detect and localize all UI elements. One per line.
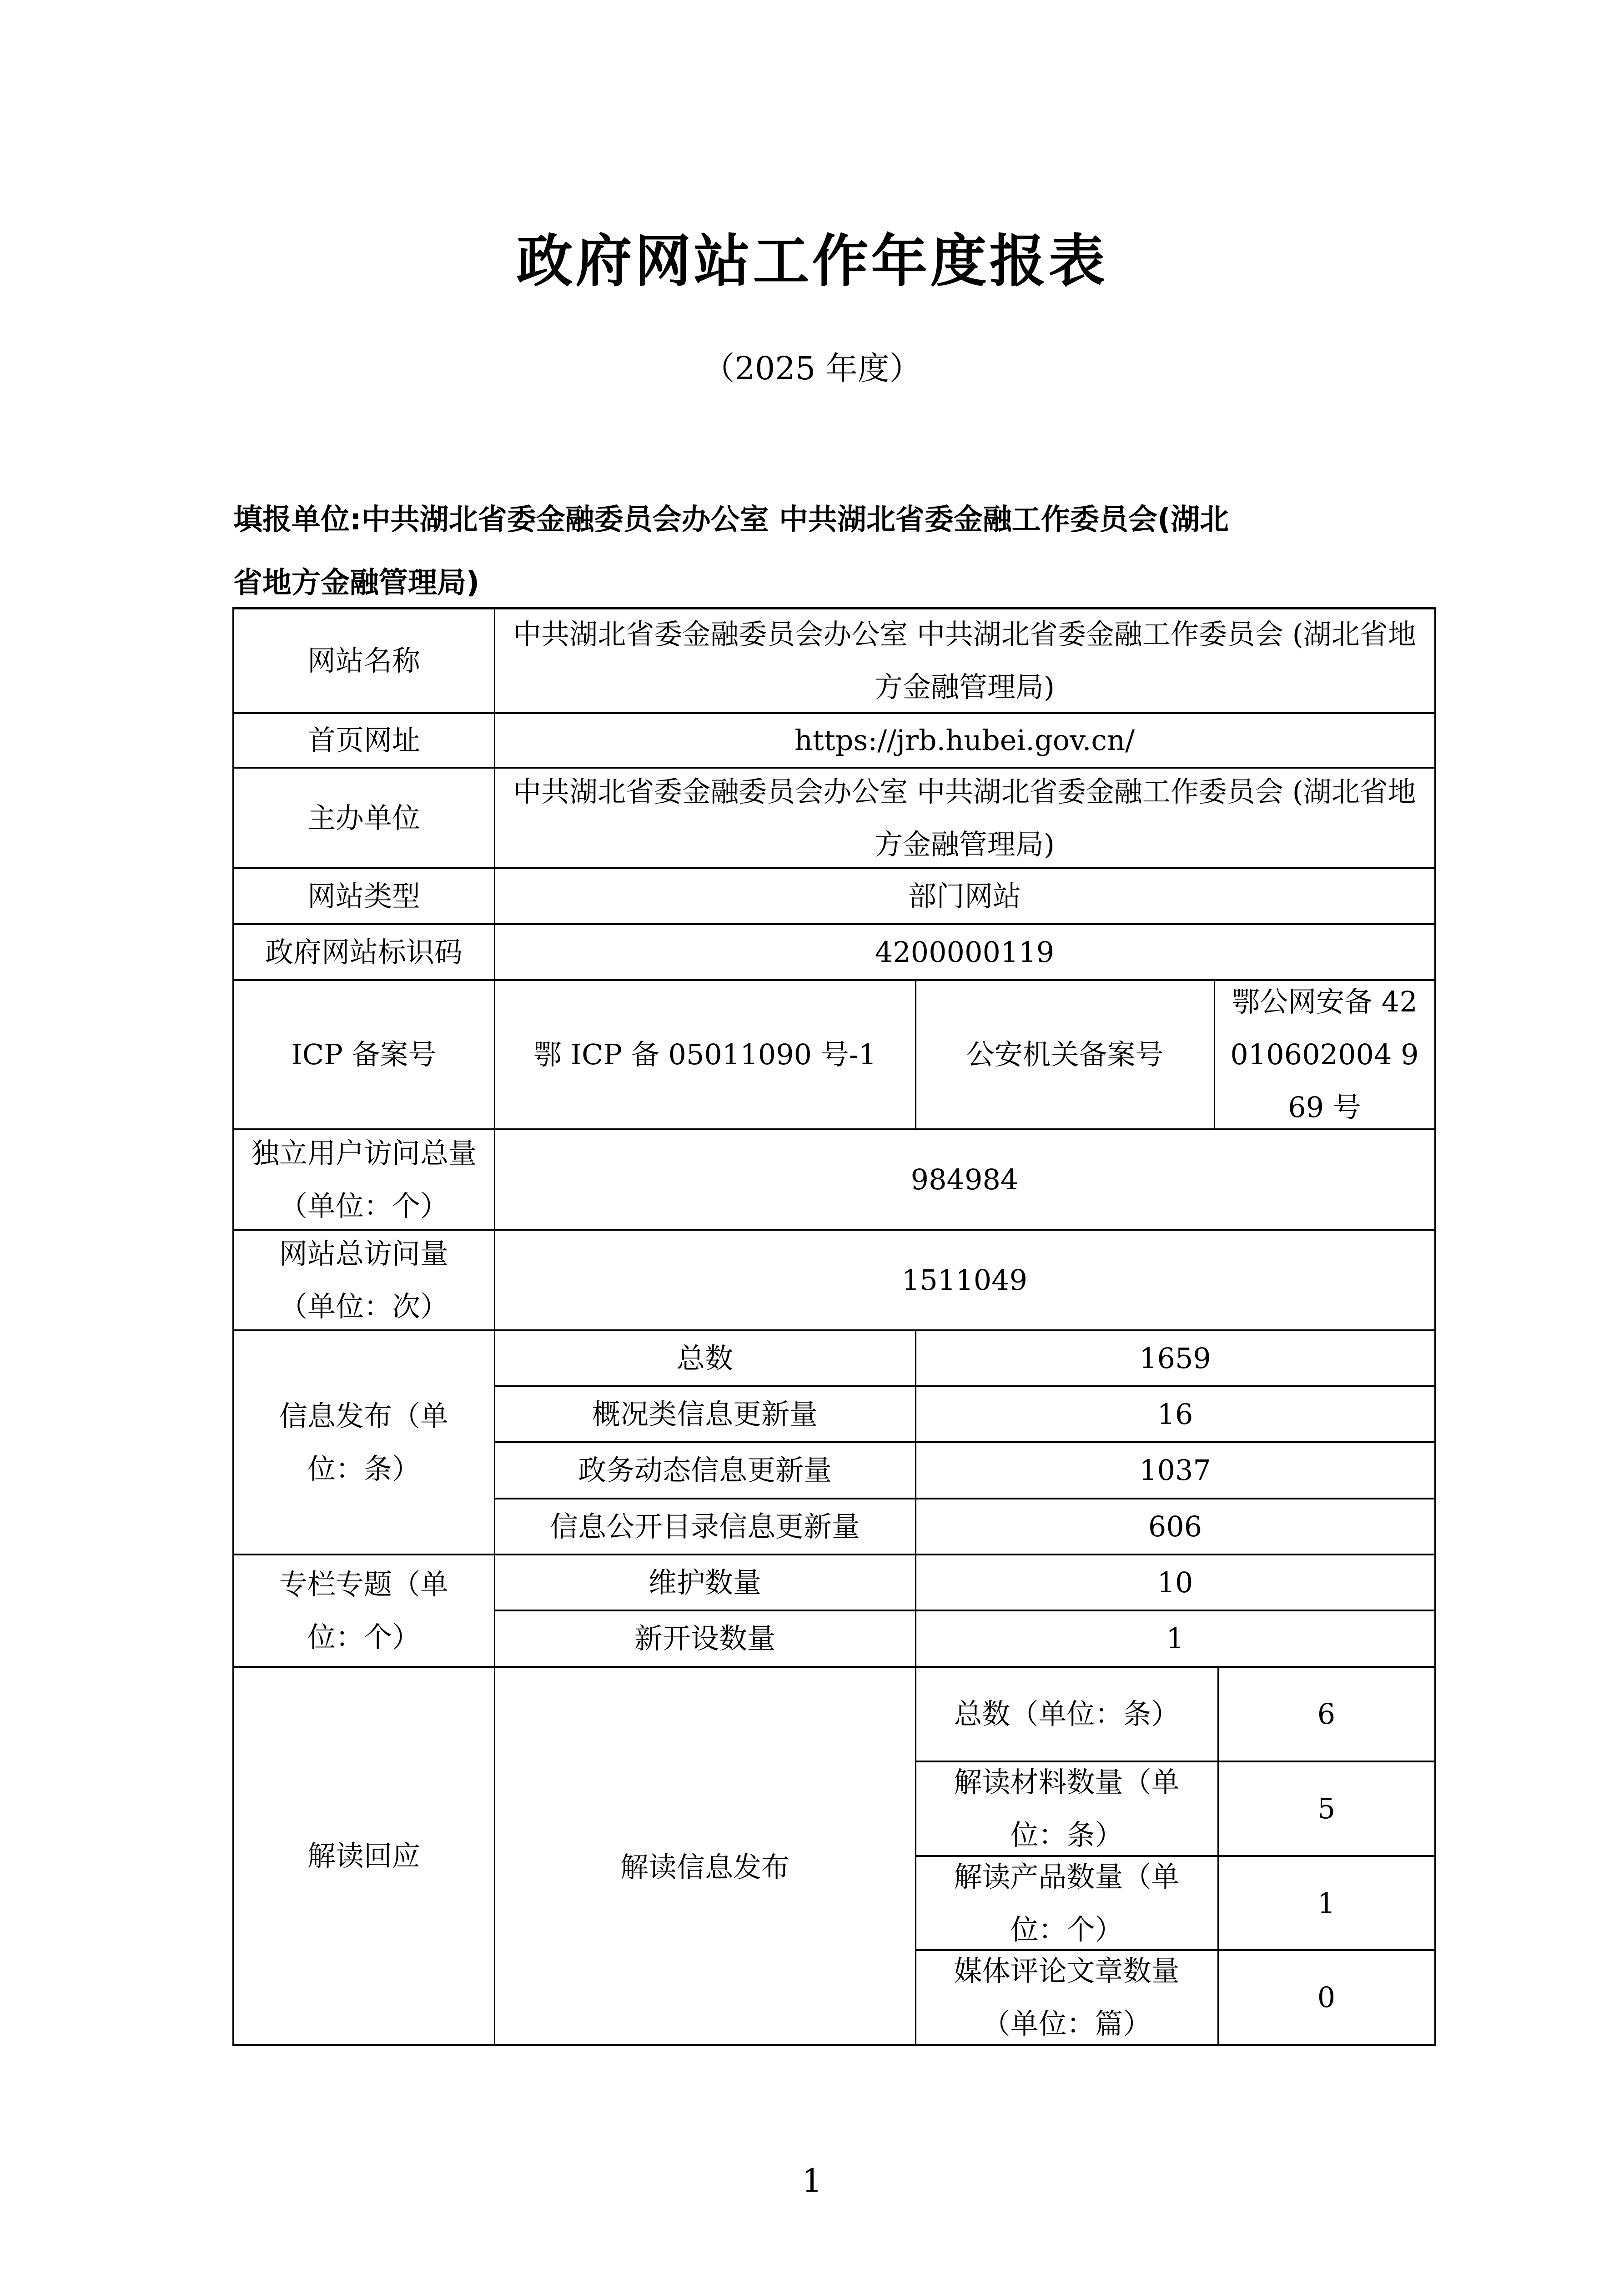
interp-row-label: 解读产品数量（单位：个） — [954, 1860, 1180, 1946]
table-border — [233, 2044, 1436, 2046]
interp-row-value: 0 — [1317, 1981, 1336, 2014]
interp-row-value: 5 — [1317, 1792, 1336, 1825]
homepage-label: 首页网址 — [307, 724, 420, 757]
info-publish-label: 信息发布（单位：条） — [279, 1399, 448, 1485]
sponsor-label: 主办单位 — [307, 801, 420, 835]
report-year: （2025 年度） — [703, 350, 921, 387]
interp-row-value: 1 — [1317, 1886, 1336, 1920]
table-border — [233, 607, 1436, 609]
info-row-value: 1659 — [1139, 1341, 1211, 1375]
unique-visitors-value: 984984 — [910, 1162, 1019, 1196]
table-rule — [494, 1610, 1436, 1611]
icp-label: ICP 备案号 — [291, 1038, 437, 1071]
table-rule — [233, 1128, 1436, 1130]
sponsor-value: 中共湖北省委金融委员会办公室 中共湖北省委金融工作委员会 (湖北省地方金融管理局) — [513, 775, 1416, 861]
fill-unit-line-2: 省地方金融管理局) — [233, 566, 480, 600]
info-row-value: 606 — [1148, 1509, 1202, 1543]
column-row-value: 1 — [1166, 1622, 1184, 1655]
homepage-url[interactable]: https://jrb.hubei.gov.cn/ — [794, 724, 1135, 757]
total-visits-label: 网站总访问量（单位：次） — [279, 1237, 448, 1323]
table-rule — [233, 1329, 1436, 1331]
fill-unit-line-1: 填报单位:中共湖北省委金融委员会办公室 中共湖北省委金融工作委员会(湖北 — [233, 503, 1229, 537]
info-row-value: 1037 — [1139, 1454, 1211, 1487]
table-rule — [1217, 1667, 1219, 2045]
interp-row-label: 解读材料数量（单位：条） — [954, 1766, 1180, 1851]
table-rule — [233, 979, 1436, 981]
table-rule — [233, 923, 1436, 925]
table-rule — [494, 1498, 1436, 1499]
police-record-label: 公安机关备案号 — [966, 1038, 1164, 1071]
icp-value: 鄂 ICP 备 05011090 号-1 — [533, 1038, 877, 1071]
site-code-value: 4200000119 — [875, 935, 1055, 969]
info-row-value: 16 — [1157, 1397, 1193, 1431]
site-type-value: 部门网站 — [908, 879, 1021, 913]
info-row-label: 信息公开目录信息更新量 — [549, 1509, 860, 1543]
table-rule — [233, 1229, 1436, 1231]
table-rule — [915, 1949, 1436, 1951]
table-rule — [915, 1761, 1436, 1762]
table-rule — [233, 712, 1436, 714]
interpretation-label: 解读回应 — [307, 1839, 420, 1872]
site-type-label: 网站类型 — [307, 879, 420, 913]
table-rule — [494, 607, 495, 2046]
column-row-value: 10 — [1157, 1565, 1193, 1599]
info-row-label: 概况类信息更新量 — [592, 1397, 818, 1431]
table-rule — [233, 1666, 1436, 1668]
page-title: 政府网站工作年度报表 — [516, 229, 1108, 294]
site-name-label: 网站名称 — [307, 644, 420, 677]
table-rule — [915, 980, 916, 1129]
total-visits-value: 1511049 — [901, 1263, 1028, 1297]
column-row-label: 新开设数量 — [634, 1622, 775, 1655]
police-record-value: 鄂公网安备 42010602004 969 号 — [1230, 985, 1419, 1124]
special-column-label: 专栏专题（单位：个） — [279, 1567, 448, 1654]
table-rule — [494, 1385, 1436, 1387]
table-rule — [494, 1441, 1436, 1443]
table-rule — [915, 1330, 916, 2045]
interp-row-value: 6 — [1317, 1697, 1336, 1731]
table-rule — [233, 867, 1436, 869]
column-row-label: 维护数量 — [648, 1565, 761, 1599]
page-number: 1 — [802, 2162, 822, 2199]
interp-row-label: 总数（单位：条） — [954, 1697, 1180, 1731]
table-border — [232, 607, 234, 2046]
interpretation-publish-label: 解读信息发布 — [620, 1850, 789, 1884]
table-rule — [233, 1554, 1436, 1555]
interp-row-label: 媒体评论文章数量（单位：篇） — [954, 1954, 1180, 2040]
table-rule — [1214, 980, 1215, 1129]
site-code-label: 政府网站标识码 — [265, 935, 463, 969]
table-rule — [233, 767, 1436, 769]
table-rule — [915, 1855, 1436, 1857]
unique-visitors-label: 独立用户访问总量（单位：个） — [251, 1136, 477, 1223]
info-row-label: 政务动态信息更新量 — [578, 1454, 832, 1487]
info-row-label: 总数 — [676, 1341, 733, 1375]
site-name-value: 中共湖北省委金融委员会办公室 中共湖北省委金融工作委员会 (湖北省地方金融管理局) — [513, 617, 1416, 704]
table-border — [1434, 607, 1436, 2046]
